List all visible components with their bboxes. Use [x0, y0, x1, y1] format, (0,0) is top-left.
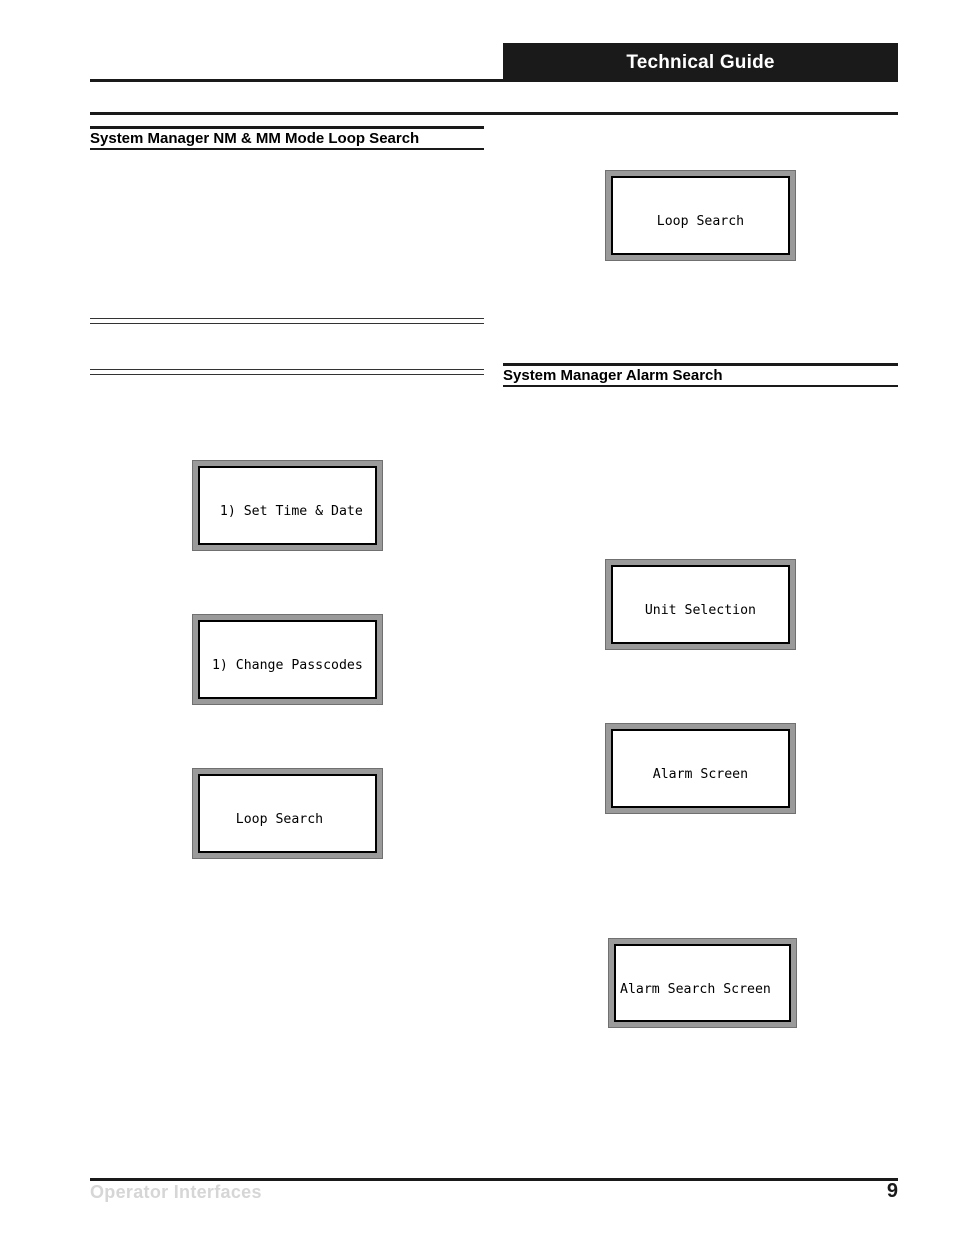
lcd-alarm-screen-display — [611, 729, 790, 808]
lcd-next-menu — [192, 614, 383, 705]
top-rule — [90, 112, 898, 115]
lcd-line: Alarm Search Screen — [620, 982, 771, 997]
lcd-alarm-search-result — [608, 938, 797, 1028]
lcd-main-menu-display — [198, 466, 377, 545]
lcd-line: Loop Search — [625, 214, 745, 229]
header-title: Technical Guide — [503, 43, 898, 82]
footer-section-title: Operator Interfaces — [90, 1182, 262, 1202]
note-rule-bottom — [90, 369, 484, 375]
lcd-line: 1) Set Time & Date — [204, 504, 363, 519]
lcd-alarm-search-result-display — [614, 944, 791, 1022]
footer-rule — [90, 1178, 898, 1181]
note-rule-top — [90, 318, 484, 324]
lcd-unit-selection — [605, 559, 796, 650]
lcd-loop-search-active-display — [198, 774, 377, 853]
lcd-loop-search-finished-display — [611, 176, 790, 255]
lcd-loop-search-active — [192, 768, 383, 859]
lcd-alarm-screen — [605, 723, 796, 814]
lcd-next-menu-display — [198, 620, 377, 699]
section-heading-alarm-search: System Manager Alarm Search — [503, 363, 898, 387]
lcd-line: Loop Search — [204, 812, 324, 827]
lcd-line: 1) Change Passcodes — [204, 658, 363, 673]
header-rule — [90, 79, 504, 82]
section-heading-loop-search: System Manager NM & MM Mode Loop Search — [90, 126, 484, 150]
lcd-main-menu — [192, 460, 383, 551]
lcd-line: Alarm Screen — [621, 767, 749, 782]
lcd-unit-selection-display — [611, 565, 790, 644]
lcd-line: Unit Selection — [621, 603, 756, 618]
lcd-loop-search-finished — [605, 170, 796, 261]
page-number: 9 — [886, 1180, 898, 1202]
